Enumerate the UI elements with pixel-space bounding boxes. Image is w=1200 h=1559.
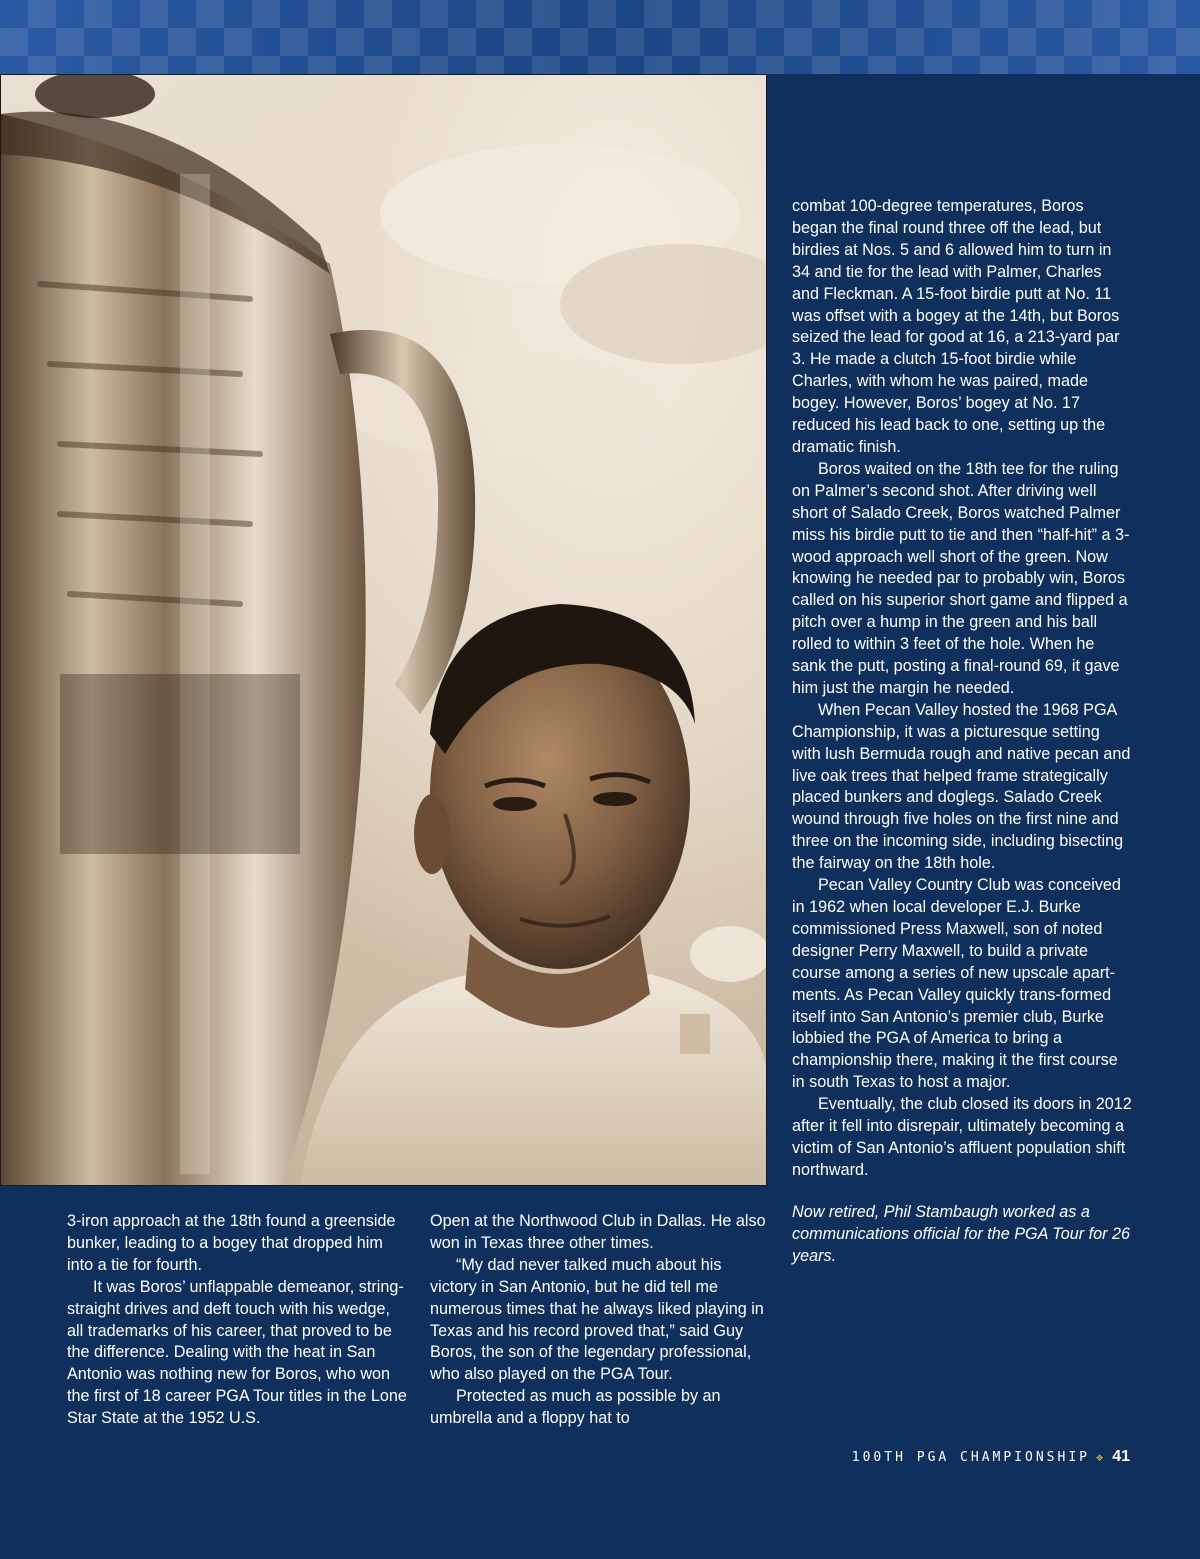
paragraph: Open at the Northwood Club in Dallas. He also won in Texas three other times. [430,1212,766,1252]
footer-title: 100TH PGA CHAMPIONSHIP [851,1449,1090,1465]
paragraph: It was Boros’ unflappable demeanor, string-straight drives and deft touch with his wedge, all trademarks of his career, that proved to be the difference. Dealing with the heat in San Antonio was nothing new for Boros, who won the first of 18 career PGA Tour titles in the Lone Star State at the 1952 U.S. [67,1277,407,1428]
photo-golfer-with-trophy [0,74,767,1186]
author-bio: Now retired, Phil Stambaugh worked as a communications official for the PGA Tour for 26 years. [792,1202,1130,1265]
article-column-left [67,1211,409,1430]
paragraph: Protected as much as possible by an umbrella and a floppy hat to [430,1387,721,1428]
page-number: 41 [1112,1448,1130,1465]
paragraph: 3-iron approach at the 18th found a greenside bunker, leading to a bogey that dropped him into a tie for fourth. [67,1212,396,1274]
paragraph: Boros waited on the 18th tee for the ruling on Palmer’s second shot. After driving well short of Salado Creek, Boros watched Palmer miss his birdie putt to tie and then “half-hit” a 3-wood approach well short of the green. Now knowing he needed par to probably win, Boros called on his superior short game and flipped a pitch over a hump in the green and his ball rolled to within 3 feet of the hole. When he sank the putt, posting a final-round 69, it gave him just the margin he needed. [792,459,1130,697]
paragraph: Pecan Valley Country Club was conceived in 1962 when local developer E.J. Burke commissioned Press Maxwell, son of noted designer Perry Maxwell, to build a private course among a series of new upscale apart-ments. As Pecan Valley quickly trans-formed itself into San Antonio’s premier club, Burke lobbied the PGA of America to bring a championship there, making it the first course in south Texas to host a major. [792,876,1121,1092]
paragraph: When Pecan Valley hosted the 1968 PGA Championship, it was a picturesque setting with lush Bermuda rough and native pecan and live oak trees that helped frame strategically placed bunkers and doglegs. Salado Creek wound through five holes on the first nine and three on the incoming side, including bisecting the fairway on the 18th hole. [792,700,1131,873]
top-pattern-band [0,0,1200,74]
diamond-separator-icon: ❖ [1095,1450,1104,1464]
article-column-middle [430,1211,772,1430]
photo-illustration [0,74,767,1186]
article-column-right [792,196,1132,1268]
page-footer [852,1448,1130,1466]
paragraph: Eventually, the club closed its doors in 2012 after it fell into disrepair, ultimately becoming a victim of San Antonio’s affluent population shift northward. [792,1095,1132,1179]
paragraph: combat 100-degree temperatures, Boros began the final round three off the lead, but birdies at Nos. 5 and 6 allowed him to turn in 34 and tie for the lead with Palmer, Charles and Fleckman. A 15-foot birdie putt at No. 11 was offset with a bogey at the 14th, but Boros seized the lead for good at 16, a 213-yard par 3. He made a clutch 15-foot birdie while Charles, with whom he was paired, made bogey. However, Boros’ bogey at No. 17 reduced his lead back to one, setting up the dramatic finish. [792,197,1120,456]
paragraph: “My dad never talked much about his victory in San Antonio, but he did tell me numerous times that he always liked playing in Texas and his record proved that,” said Guy Boros, the son of the legendary professional, who also played on the PGA Tour. [430,1255,764,1384]
